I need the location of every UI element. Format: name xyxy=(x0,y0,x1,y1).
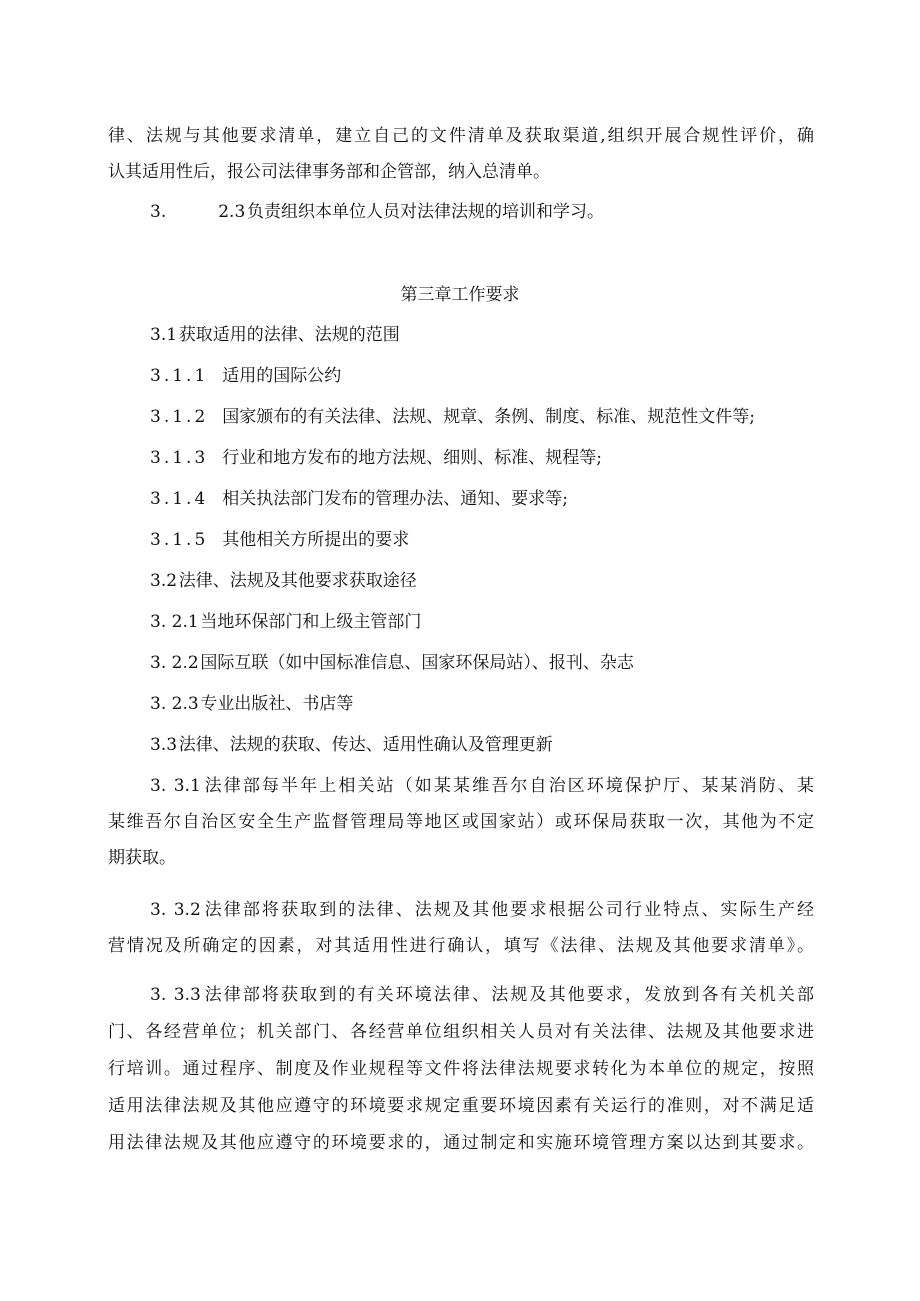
para-3-3-3-line-5: 用法律法规及其他应遵守的环境要求的，通过制定和实施环境管理方案以达到其要求。 xyxy=(108,1133,814,1153)
section-3-2-item xyxy=(150,651,634,675)
item-number: 3. 2.3 xyxy=(150,694,199,714)
section-3-2-number: 3.2 xyxy=(150,571,178,591)
para-number: 3. 3.1 xyxy=(150,776,201,796)
para-3-3-3-line-3: 行培训。通过程序、制度及作业规程等文件将法律法规要求转化为本单位的规定，按照 xyxy=(108,1059,814,1079)
item-2-3-prefix: 3. xyxy=(150,202,167,222)
section-3-1-title: 获取适用的法律、法规的范围 xyxy=(178,325,400,345)
section-3-2-title: 法律、法规及其他要求获取途径 xyxy=(178,571,417,591)
intro-line-1: 律、法规与其他要求清单，建立自己的文件清单及获取渠道,组织开展合规性评价，确 xyxy=(108,126,814,146)
item-2-3-number: 2.3 xyxy=(218,202,246,222)
para-text: 法律部每半年上相关站（如某某维吾尔自治区环境保护厅、某某消防、某 xyxy=(202,776,814,796)
section-3-2-item xyxy=(150,692,353,716)
section-3-1-item xyxy=(150,364,341,388)
item-number: 3.1.2 xyxy=(150,407,209,427)
item-2-3-text: 负责组织本单位人员对法律法规的培训和学习。 xyxy=(246,202,604,222)
item-text: 行业和地方发布的地方法规、细则、标准、规程等; xyxy=(222,448,602,468)
section-3-3-number: 3.3 xyxy=(150,735,178,755)
item-number: 3.1.5 xyxy=(150,530,209,550)
para-3-3-1-line-2: 某维吾尔自治区安全生产监督管理局等地区或国家站）或环保局获取一次，其他为不定 xyxy=(108,812,814,832)
section-3-2-heading xyxy=(150,569,417,593)
para-3-3-1-line-3: 期获取。 xyxy=(108,848,176,868)
item-text: 当地环保部门和上级主管部门 xyxy=(200,612,422,632)
para-3-3-1-line-1 xyxy=(150,774,814,798)
item-number: 3.1.1 xyxy=(150,366,209,386)
section-3-1-heading xyxy=(150,323,400,347)
para-3-3-2-line-1 xyxy=(150,898,814,922)
section-3-1-item xyxy=(150,487,568,511)
item-number: 3. 2.2 xyxy=(150,653,199,673)
section-3-1-item xyxy=(150,528,409,552)
section-3-1-item xyxy=(150,405,755,429)
para-number: 3. 3.2 xyxy=(150,900,201,920)
section-3-2-item xyxy=(150,610,421,634)
item-number: 3. 2.1 xyxy=(150,612,199,632)
section-3-1-number: 3.1 xyxy=(150,325,178,345)
intro-line-2: 认其适用性后，报公司法律事务部和企管部，纳入总清单。 xyxy=(108,162,550,182)
item-number: 3.1.4 xyxy=(150,489,209,509)
item-text: 相关执法部门发布的管理办法、通知、要求等; xyxy=(222,489,568,509)
para-3-3-3-line-1 xyxy=(150,983,814,1007)
section-3-3-title: 法律、法规的获取、传达、适用性确认及管理更新 xyxy=(178,735,553,755)
chapter-title: 第三章工作要求 xyxy=(400,285,520,305)
item-text: 其他相关方所提出的要求 xyxy=(222,530,410,550)
item-text: 适用的国际公约 xyxy=(222,366,342,386)
section-3-1-item xyxy=(150,446,602,470)
para-text: 法律部将获取到的法律、法规及其他要求根据公司行业特点、实际生产经 xyxy=(202,900,814,920)
para-3-3-2-line-2: 营情况及所确定的因素，对其适用性进行确认，填写《法律、法规及其他要求清单》。 xyxy=(108,936,814,956)
para-3-3-3-line-2: 门、各经营单位；机关部门、各经营单位组织相关人员对有关法律、法规及其他要求进 xyxy=(108,1022,814,1042)
item-text: 国家颁布的有关法律、法规、规章、条例、制度、标准、规范性文件等; xyxy=(222,407,755,427)
item-2-3 xyxy=(150,200,604,224)
para-text: 法律部将获取到的有关环境法律、法规及其他要求，发放到各有关机关部 xyxy=(202,985,814,1005)
para-number: 3. 3.3 xyxy=(150,985,201,1005)
section-3-3-heading xyxy=(150,733,553,757)
item-text: 专业出版社、书店等 xyxy=(200,694,354,714)
item-number: 3.1.3 xyxy=(150,448,209,468)
item-text: 国际互联（如中国标准信息、国家环保局站）、报刊、杂志 xyxy=(200,653,634,673)
para-3-3-3-line-4: 适用法律法规及其他应遵守的环境要求规定重要环境因素有关运行的准则，对不满足适 xyxy=(108,1096,814,1116)
